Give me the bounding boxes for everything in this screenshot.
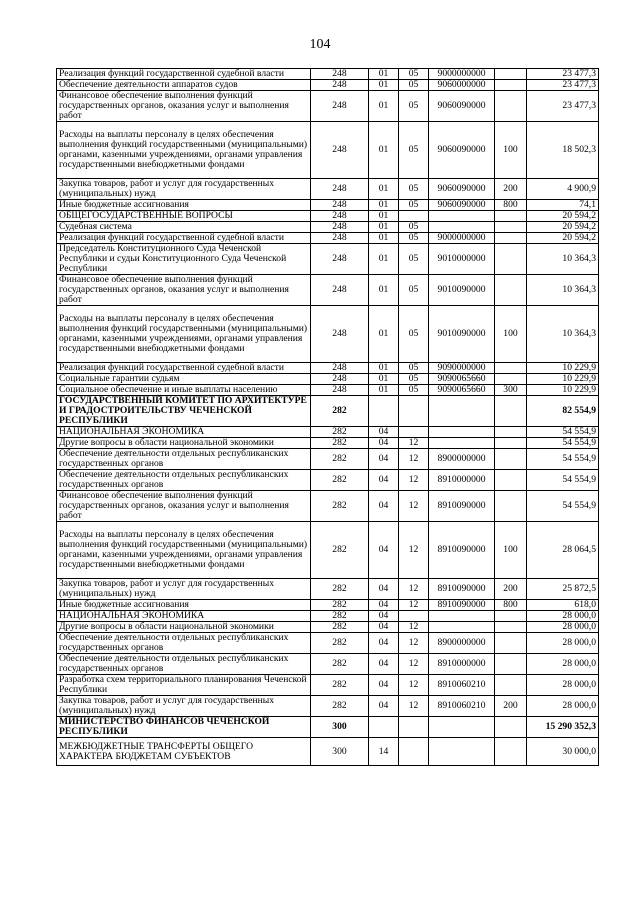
row-name: Реализация функций государственной судебной власти [57,69,311,80]
row-amount: 54 554,9 [527,438,599,449]
row-ministry-code: 248 [311,275,369,306]
row-section-code: 04 [369,579,399,600]
row-section-code: 01 [369,80,399,91]
row-subsection-code: 05 [399,122,429,179]
row-ministry-code: 282 [311,491,369,522]
row-target-item-code: 9060090000 [429,122,495,179]
row-amount: 28 000,0 [527,611,599,622]
row-section-code [369,717,399,738]
row-expense-type-code: 100 [495,522,527,579]
row-name: Обеспечение деятельности отдельных республиканских государственных органов [57,470,311,491]
table-row [57,222,599,233]
row-name: Расходы на выплаты персоналу в целях обеспечения выполнения функций государственными (муниципальными) органами, казенными учреждениями, органами управления государственными внебюджетными фондами [57,122,311,179]
row-target-item-code: 8910060210 [429,696,495,717]
row-target-item-code [429,211,495,222]
row-subsection-code: 05 [399,374,429,385]
row-section-code: 04 [369,427,399,438]
row-subsection-code: 12 [399,675,429,696]
row-name: Иные бюджетные ассигнования [57,600,311,611]
row-section-code: 01 [369,211,399,222]
row-section-code: 04 [369,522,399,579]
row-target-item-code [429,222,495,233]
row-expense-type-code [495,80,527,91]
row-target-item-code [429,396,495,427]
row-amount: 54 554,9 [527,491,599,522]
row-subsection-code: 12 [399,696,429,717]
row-amount: 28 000,0 [527,622,599,633]
row-section-code: 01 [369,122,399,179]
row-section-code: 04 [369,622,399,633]
row-amount: 23 477,3 [527,69,599,80]
table-row [57,717,599,738]
row-amount: 20 594,2 [527,222,599,233]
table-row [57,233,599,244]
row-amount: 10 229,9 [527,374,599,385]
row-ministry-code: 248 [311,374,369,385]
row-expense-type-code [495,654,527,675]
row-target-item-code: 9000000000 [429,233,495,244]
table-row [57,122,599,179]
row-target-item-code [429,438,495,449]
row-amount: 28 000,0 [527,654,599,675]
row-ministry-code: 248 [311,80,369,91]
table-row [57,522,599,579]
row-amount: 54 554,9 [527,427,599,438]
row-expense-type-code [495,622,527,633]
row-ministry-code: 248 [311,385,369,396]
row-ministry-code: 282 [311,675,369,696]
row-section-code: 01 [369,306,399,363]
row-expense-type-code [495,427,527,438]
row-name: МЕЖБЮДЖЕТНЫЕ ТРАНСФЕРТЫ ОБЩЕГО ХАРАКТЕРА БЮДЖЕТАМ СУБЪЕКТОВ [57,738,311,766]
row-expense-type-code [495,363,527,374]
row-subsection-code [399,396,429,427]
row-subsection-code: 12 [399,491,429,522]
row-section-code: 04 [369,654,399,675]
row-subsection-code: 12 [399,654,429,675]
row-ministry-code: 282 [311,449,369,470]
row-section-code: 04 [369,600,399,611]
row-target-item-code [429,622,495,633]
row-subsection-code [399,611,429,622]
table-row [57,363,599,374]
row-section-code: 01 [369,91,399,122]
row-section-code: 01 [369,244,399,275]
table-row [57,622,599,633]
row-expense-type-code: 100 [495,122,527,179]
row-expense-type-code: 200 [495,696,527,717]
row-section-code: 01 [369,200,399,211]
row-subsection-code: 05 [399,233,429,244]
row-ministry-code: 282 [311,522,369,579]
row-subsection-code: 05 [399,222,429,233]
row-target-item-code: 9060090000 [429,179,495,200]
row-subsection-code: 05 [399,306,429,363]
row-target-item-code: 8910000000 [429,654,495,675]
row-target-item-code [429,717,495,738]
row-amount: 30 000,0 [527,738,599,766]
row-ministry-code: 248 [311,122,369,179]
row-subsection-code: 05 [399,200,429,211]
row-subsection-code: 05 [399,363,429,374]
row-name: Обеспечение деятельности отдельных республиканских государственных органов [57,633,311,654]
page-number: 104 [309,37,331,52]
row-expense-type-code [495,470,527,491]
row-subsection-code: 12 [399,449,429,470]
row-subsection-code: 05 [399,275,429,306]
row-ministry-code: 282 [311,438,369,449]
row-amount: 25 872,5 [527,579,599,600]
budget-table [56,68,599,766]
row-amount: 23 477,3 [527,91,599,122]
row-ministry-code: 282 [311,611,369,622]
row-expense-type-code [495,611,527,622]
row-name: Финансовое обеспечение выполнения функций государственных органов, оказания услуг и выполнения работ [57,491,311,522]
row-name: Закупка товаров, работ и услуг для государственных (муниципальных) нужд [57,696,311,717]
row-amount: 15 290 352,3 [527,717,599,738]
table-row [57,211,599,222]
row-expense-type-code [495,675,527,696]
row-expense-type-code [495,438,527,449]
row-name: Председатель Конституционного Суда Чеченской Республики и судьи Конституционного Суда Чеченской Республики [57,244,311,275]
row-section-code: 04 [369,449,399,470]
row-amount: 74,1 [527,200,599,211]
row-amount: 28 000,0 [527,696,599,717]
row-section-code: 01 [369,233,399,244]
row-target-item-code: 9060000000 [429,80,495,91]
row-target-item-code: 8900000000 [429,633,495,654]
row-amount: 23 477,3 [527,80,599,91]
row-ministry-code: 248 [311,69,369,80]
row-ministry-code: 248 [311,200,369,211]
table-row [57,244,599,275]
row-target-item-code: 8910090000 [429,491,495,522]
row-subsection-code [399,427,429,438]
row-expense-type-code [495,211,527,222]
row-subsection-code: 12 [399,600,429,611]
row-expense-type-code [495,396,527,427]
row-ministry-code: 282 [311,696,369,717]
row-ministry-code: 282 [311,633,369,654]
row-section-code: 01 [369,363,399,374]
row-amount: 20 594,2 [527,233,599,244]
row-section-code: 04 [369,696,399,717]
row-ministry-code: 248 [311,211,369,222]
table-row [57,449,599,470]
row-ministry-code: 282 [311,654,369,675]
row-name: Финансовое обеспечение выполнения функций государственных органов, оказания услуг и выполнения работ [57,91,311,122]
row-name: Закупка товаров, работ и услуг для государственных (муниципальных) нужд [57,179,311,200]
row-amount: 10 364,3 [527,275,599,306]
row-ministry-code: 248 [311,222,369,233]
row-section-code: 01 [369,275,399,306]
row-name: Обеспечение деятельности аппаратов судов [57,80,311,91]
row-expense-type-code: 800 [495,200,527,211]
budget-table-body [57,69,599,766]
table-row [57,374,599,385]
row-amount: 10 229,9 [527,363,599,374]
table-row [57,91,599,122]
row-name: НАЦИОНАЛЬНАЯ ЭКОНОМИКА [57,427,311,438]
row-subsection-code: 05 [399,69,429,80]
table-row [57,80,599,91]
row-expense-type-code [495,374,527,385]
row-name: Другие вопросы в области национальной экономики [57,438,311,449]
row-amount: 10 229,9 [527,385,599,396]
table-row [57,600,599,611]
row-subsection-code: 05 [399,385,429,396]
row-name: Финансовое обеспечение выполнения функций государственных органов, оказания услуг и выполнения работ [57,275,311,306]
table-row [57,179,599,200]
row-name: ГОСУДАРСТВЕННЫЙ КОМИТЕТ ПО АРХИТЕКТУРЕ И ГРАДОСТРОИТЕЛЬСТВУ ЧЕЧЕНСКОЙ РЕСПУБЛИКИ [57,396,311,427]
row-expense-type-code [495,449,527,470]
row-ministry-code: 282 [311,579,369,600]
row-target-item-code: 8910090000 [429,579,495,600]
row-target-item-code: 8910000000 [429,470,495,491]
table-row [57,579,599,600]
row-ministry-code: 248 [311,91,369,122]
row-section-code: 04 [369,675,399,696]
row-expense-type-code: 300 [495,385,527,396]
row-amount: 54 554,9 [527,470,599,491]
row-name: Судебная система [57,222,311,233]
row-expense-type-code [495,275,527,306]
table-row [57,633,599,654]
row-name: Иные бюджетные ассигнования [57,200,311,211]
row-name: Социальное обеспечение и иные выплаты населению [57,385,311,396]
row-subsection-code: 12 [399,470,429,491]
table-row [57,611,599,622]
row-subsection-code: 05 [399,244,429,275]
row-ministry-code: 282 [311,600,369,611]
row-section-code: 01 [369,374,399,385]
row-name: Закупка товаров, работ и услуг для государственных (муниципальных) нужд [57,579,311,600]
table-row [57,491,599,522]
row-ministry-code: 282 [311,622,369,633]
row-amount: 82 554,9 [527,396,599,427]
row-target-item-code: 9010090000 [429,275,495,306]
row-expense-type-code [495,717,527,738]
row-section-code: 04 [369,611,399,622]
row-expense-type-code [495,91,527,122]
row-amount: 28 000,0 [527,675,599,696]
row-subsection-code [399,717,429,738]
row-name: Обеспечение деятельности отдельных республиканских государственных органов [57,654,311,675]
table-row [57,69,599,80]
row-expense-type-code [495,738,527,766]
row-subsection-code: 12 [399,522,429,579]
row-ministry-code: 300 [311,738,369,766]
row-section-code: 04 [369,491,399,522]
row-ministry-code: 282 [311,470,369,491]
row-target-item-code: 9000000000 [429,69,495,80]
row-name: Обеспечение деятельности отдельных республиканских государственных органов [57,449,311,470]
row-expense-type-code: 200 [495,179,527,200]
row-target-item-code: 8910090000 [429,522,495,579]
table-row [57,275,599,306]
row-amount: 10 364,3 [527,244,599,275]
row-target-item-code [429,611,495,622]
row-subsection-code: 05 [399,80,429,91]
row-target-item-code: 9090065660 [429,385,495,396]
row-ministry-code: 248 [311,363,369,374]
row-amount: 54 554,9 [527,449,599,470]
table-row [57,438,599,449]
row-section-code: 01 [369,179,399,200]
row-expense-type-code [495,491,527,522]
table-row [57,306,599,363]
row-target-item-code [429,738,495,766]
row-ministry-code: 248 [311,306,369,363]
row-target-item-code: 9010090000 [429,306,495,363]
row-target-item-code: 9010000000 [429,244,495,275]
row-section-code [369,396,399,427]
row-target-item-code: 9090065660 [429,374,495,385]
row-subsection-code: 12 [399,622,429,633]
row-target-item-code: 9060090000 [429,91,495,122]
row-section-code: 01 [369,222,399,233]
row-name: Социальные гарантии судьям [57,374,311,385]
row-amount: 28 064,5 [527,522,599,579]
table-row [57,470,599,491]
table-row [57,654,599,675]
table-row [57,675,599,696]
row-target-item-code: 8910090000 [429,600,495,611]
table-row [57,200,599,211]
row-subsection-code [399,738,429,766]
row-expense-type-code [495,244,527,275]
row-subsection-code: 12 [399,438,429,449]
row-expense-type-code [495,222,527,233]
row-subsection-code: 12 [399,633,429,654]
row-subsection-code [399,211,429,222]
row-name: Расходы на выплаты персоналу в целях обеспечения выполнения функций государственными (муниципальными) органами, казенными учреждениями, органами управления государственными внебюджетными фондами [57,522,311,579]
row-amount: 28 000,0 [527,633,599,654]
row-expense-type-code: 100 [495,306,527,363]
row-name: Реализация функций государственной судебной власти [57,233,311,244]
row-target-item-code: 9060090000 [429,200,495,211]
row-expense-type-code: 800 [495,600,527,611]
row-subsection-code: 12 [399,579,429,600]
row-section-code: 04 [369,438,399,449]
table-row [57,696,599,717]
row-section-code: 04 [369,633,399,654]
row-amount: 4 900,9 [527,179,599,200]
row-ministry-code: 248 [311,244,369,275]
row-name: ОБЩЕГОСУДАРСТВЕННЫЕ ВОПРОСЫ [57,211,311,222]
row-ministry-code: 248 [311,179,369,200]
row-target-item-code: 8900000000 [429,449,495,470]
row-name: Другие вопросы в области национальной экономики [57,622,311,633]
row-expense-type-code [495,633,527,654]
row-target-item-code: 8910060210 [429,675,495,696]
row-target-item-code [429,427,495,438]
row-target-item-code: 9090000000 [429,363,495,374]
row-subsection-code: 05 [399,91,429,122]
table-row [57,385,599,396]
row-section-code: 04 [369,470,399,491]
row-amount: 20 594,2 [527,211,599,222]
row-amount: 18 502,3 [527,122,599,179]
table-row [57,396,599,427]
row-name: НАЦИОНАЛЬНАЯ ЭКОНОМИКА [57,611,311,622]
row-section-code: 14 [369,738,399,766]
row-amount: 618,0 [527,600,599,611]
row-ministry-code: 300 [311,717,369,738]
table-row [57,738,599,766]
row-name: МИНИСТЕРСТВО ФИНАНСОВ ЧЕЧЕНСКОЙ РЕСПУБЛИКИ [57,717,311,738]
row-section-code: 01 [369,69,399,80]
row-expense-type-code: 200 [495,579,527,600]
row-ministry-code: 282 [311,427,369,438]
row-amount: 10 364,3 [527,306,599,363]
row-name: Разработка схем территориального планирования Чеченской Республики [57,675,311,696]
table-row [57,427,599,438]
row-expense-type-code [495,69,527,80]
row-name: Реализация функций государственной судебной власти [57,363,311,374]
row-subsection-code: 05 [399,179,429,200]
row-ministry-code: 248 [311,233,369,244]
row-name: Расходы на выплаты персоналу в целях обеспечения выполнения функций государственными (муниципальными) органами, казенными учреждениями, органами управления государственными внебюджетными фондами [57,306,311,363]
row-section-code: 01 [369,385,399,396]
row-ministry-code: 282 [311,396,369,427]
row-expense-type-code [495,233,527,244]
